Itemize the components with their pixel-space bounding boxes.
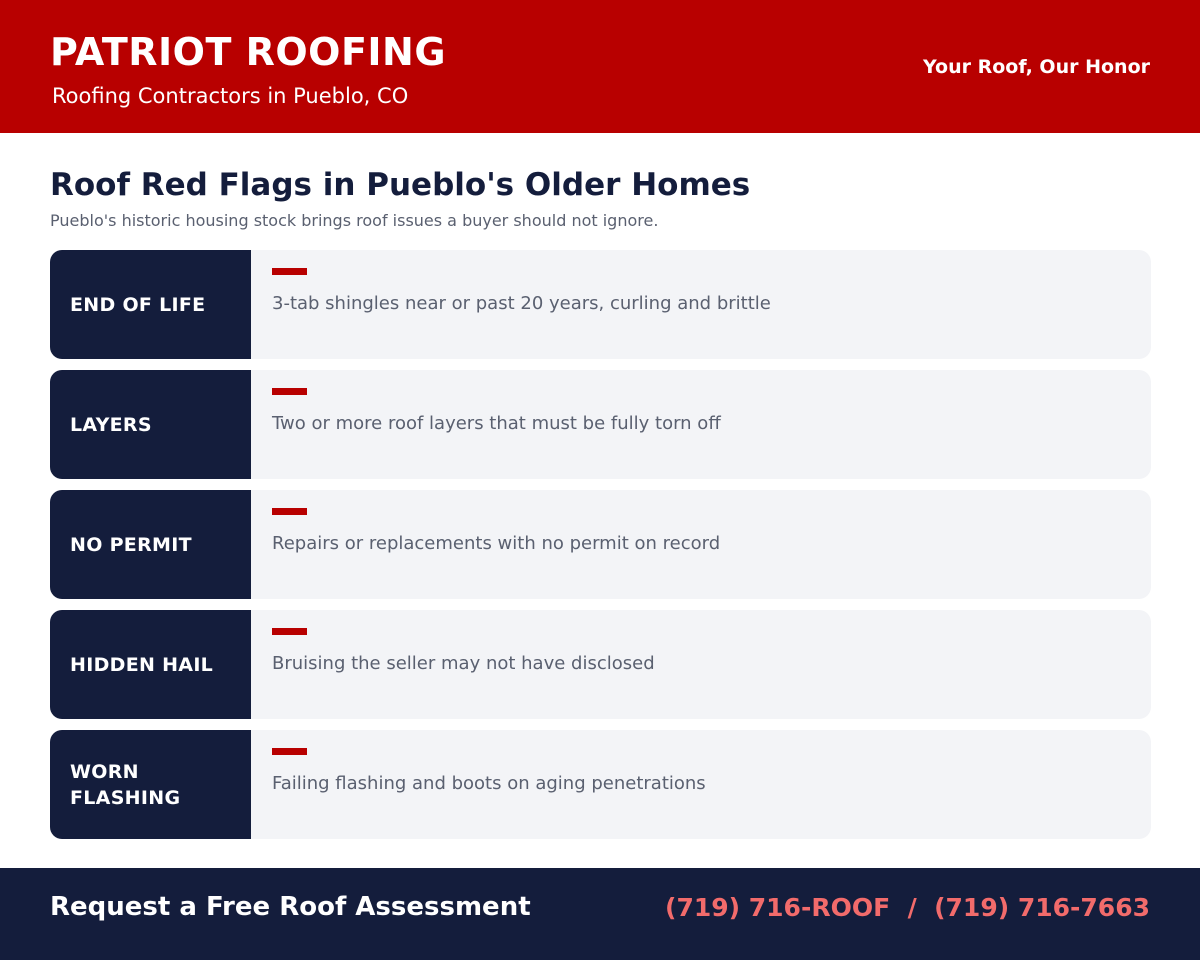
page-title: Roof Red Flags in Pueblo's Older Homes [50, 167, 751, 203]
flag-description: Failing flashing and boots on aging penetrations [272, 773, 706, 794]
flag-label: WORN FLASHING [50, 730, 251, 839]
red-accent-bar [272, 628, 307, 635]
red-accent-bar [272, 268, 307, 275]
page-subtitle: Pueblo's historic housing stock brings roof issues a buyer should not ignore. [50, 211, 659, 230]
phone-numbers[interactable]: (719) 716-ROOF / (719) 716-7663 [665, 893, 1150, 922]
red-accent-bar [272, 748, 307, 755]
flag-label: LAYERS [50, 370, 251, 479]
red-accent-bar [272, 388, 307, 395]
cta-footer [0, 868, 1200, 960]
red-flags-list [50, 250, 1151, 850]
tagline: Your Roof, Our Honor [923, 56, 1150, 78]
flag-label: HIDDEN HAIL [50, 610, 251, 719]
site-header [0, 0, 1200, 133]
flag-label: END OF LIFE [50, 250, 251, 359]
flag-description: Bruising the seller may not have disclosed [272, 653, 655, 674]
flag-description: Repairs or replacements with no permit on record [272, 533, 721, 554]
brand-name[interactable]: PATRIOT ROOFING [50, 30, 447, 74]
red-accent-bar [272, 508, 307, 515]
flag-row-layers [50, 370, 1151, 479]
flag-row-hidden-hail [50, 610, 1151, 719]
request-assessment-link[interactable]: Request a Free Roof Assessment [50, 892, 531, 922]
flag-row-end-of-life [50, 250, 1151, 359]
brand-subtitle: Roofing Contractors in Pueblo, CO [52, 84, 409, 108]
flag-row-worn-flashing [50, 730, 1151, 839]
flag-row-no-permit [50, 490, 1151, 599]
flag-description: 3-tab shingles near or past 20 years, curling and brittle [272, 293, 771, 314]
flag-label: NO PERMIT [50, 490, 251, 599]
flag-description: Two or more roof layers that must be fully torn off [272, 413, 721, 434]
